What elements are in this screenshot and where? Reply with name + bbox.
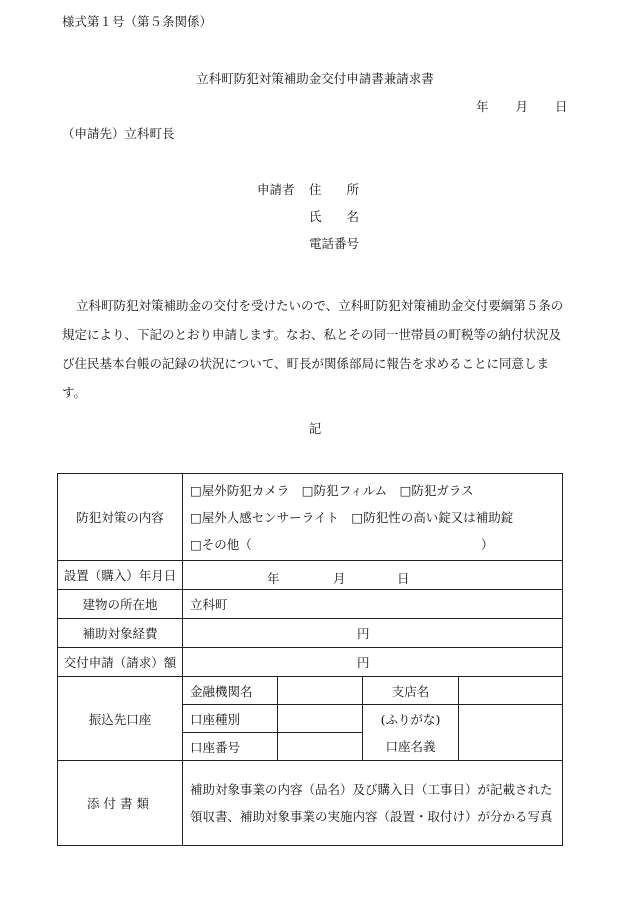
date-month-label: 月 xyxy=(515,99,529,114)
install-year-label: 年 xyxy=(267,570,280,586)
account-name-label-cell xyxy=(363,705,459,761)
install-month-label: 月 xyxy=(333,570,346,586)
branch-value xyxy=(459,677,563,705)
branch-label: 支店名 xyxy=(363,677,459,705)
measures-other-close: ） xyxy=(481,536,494,552)
measures-label: 防犯対策の内容 xyxy=(58,474,183,561)
building-row xyxy=(58,590,563,619)
bank-row-1 xyxy=(58,677,563,705)
install-date-row xyxy=(58,561,563,590)
application-table xyxy=(57,473,563,846)
request-label: 交付申請（請求）額 xyxy=(58,648,183,677)
furigana-label: (ふりがな) xyxy=(380,711,441,727)
document-title: 立科町防犯対策補助金交付申請書兼請求書 xyxy=(196,71,434,86)
application-date xyxy=(476,101,568,114)
form-number: 様式第１号（第５条関係） xyxy=(62,14,213,29)
measures-other-line xyxy=(183,531,562,558)
building-label: 建物の所在地 xyxy=(58,590,183,619)
account-number-label: 口座番号 xyxy=(183,733,278,761)
applicant-phone-label: 電話番号 xyxy=(309,236,360,251)
account-type-label: 口座種別 xyxy=(183,705,278,733)
consent-paragraph: 立科町防犯対策補助金の交付を受けたいので、立科町防犯対策補助金交付要綱第５条の規定により、下記のとおり申請します。なお、私とその同一世帯員の町税等の納付状況及び住民基本台帳の記録の状況について、町長が関係部局に報告を求めることに同意します。 xyxy=(62,298,564,400)
applicant-label: 申請者 xyxy=(257,182,295,197)
install-day-label: 日 xyxy=(397,570,410,586)
cost-row xyxy=(58,619,563,648)
attachments-row xyxy=(58,761,563,846)
attachments-text: 補助対象事業の内容（品名）及び購入日（工事日）が記載された領収書、補助対象事業の実施内容（設置・取付け）が分かる写真 xyxy=(183,761,563,846)
applicant-name-label: 氏 名 xyxy=(309,209,360,224)
measures-line-2: □屋外人感センサーライト □防犯性の高い錠又は補助錠 xyxy=(190,509,514,525)
measures-row xyxy=(58,474,563,561)
measures-other-label: □その他（ xyxy=(190,536,252,552)
building-value: 立科町 xyxy=(183,590,563,619)
account-number-value xyxy=(278,733,363,761)
applicant-address-label: 住 所 xyxy=(309,182,360,197)
institution-value xyxy=(278,677,363,705)
account-type-value xyxy=(278,705,363,733)
ki-heading: 記 xyxy=(308,421,322,436)
account-name-value xyxy=(459,705,563,761)
cost-field: 円 xyxy=(183,619,563,648)
install-date-label: 設置（購入）年月日 xyxy=(58,561,183,590)
cost-label: 補助対象経費 xyxy=(58,619,183,648)
institution-label: 金融機関名 xyxy=(183,677,278,705)
install-date-field xyxy=(183,561,563,590)
bank-label: 振込先口座 xyxy=(58,677,183,761)
request-row xyxy=(58,648,563,677)
date-day-label: 日 xyxy=(555,99,568,114)
measures-options xyxy=(183,474,563,561)
measures-line-1: □屋外防犯カメラ □防犯フィルム □防犯ガラス xyxy=(190,482,474,498)
date-year-label: 年 xyxy=(476,99,489,114)
account-name-label: 口座名義 xyxy=(385,738,436,754)
recipient: （申請先）立科町長 xyxy=(62,126,175,141)
request-field: 円 xyxy=(183,648,563,677)
attachments-label: 添付書類 xyxy=(58,761,183,846)
